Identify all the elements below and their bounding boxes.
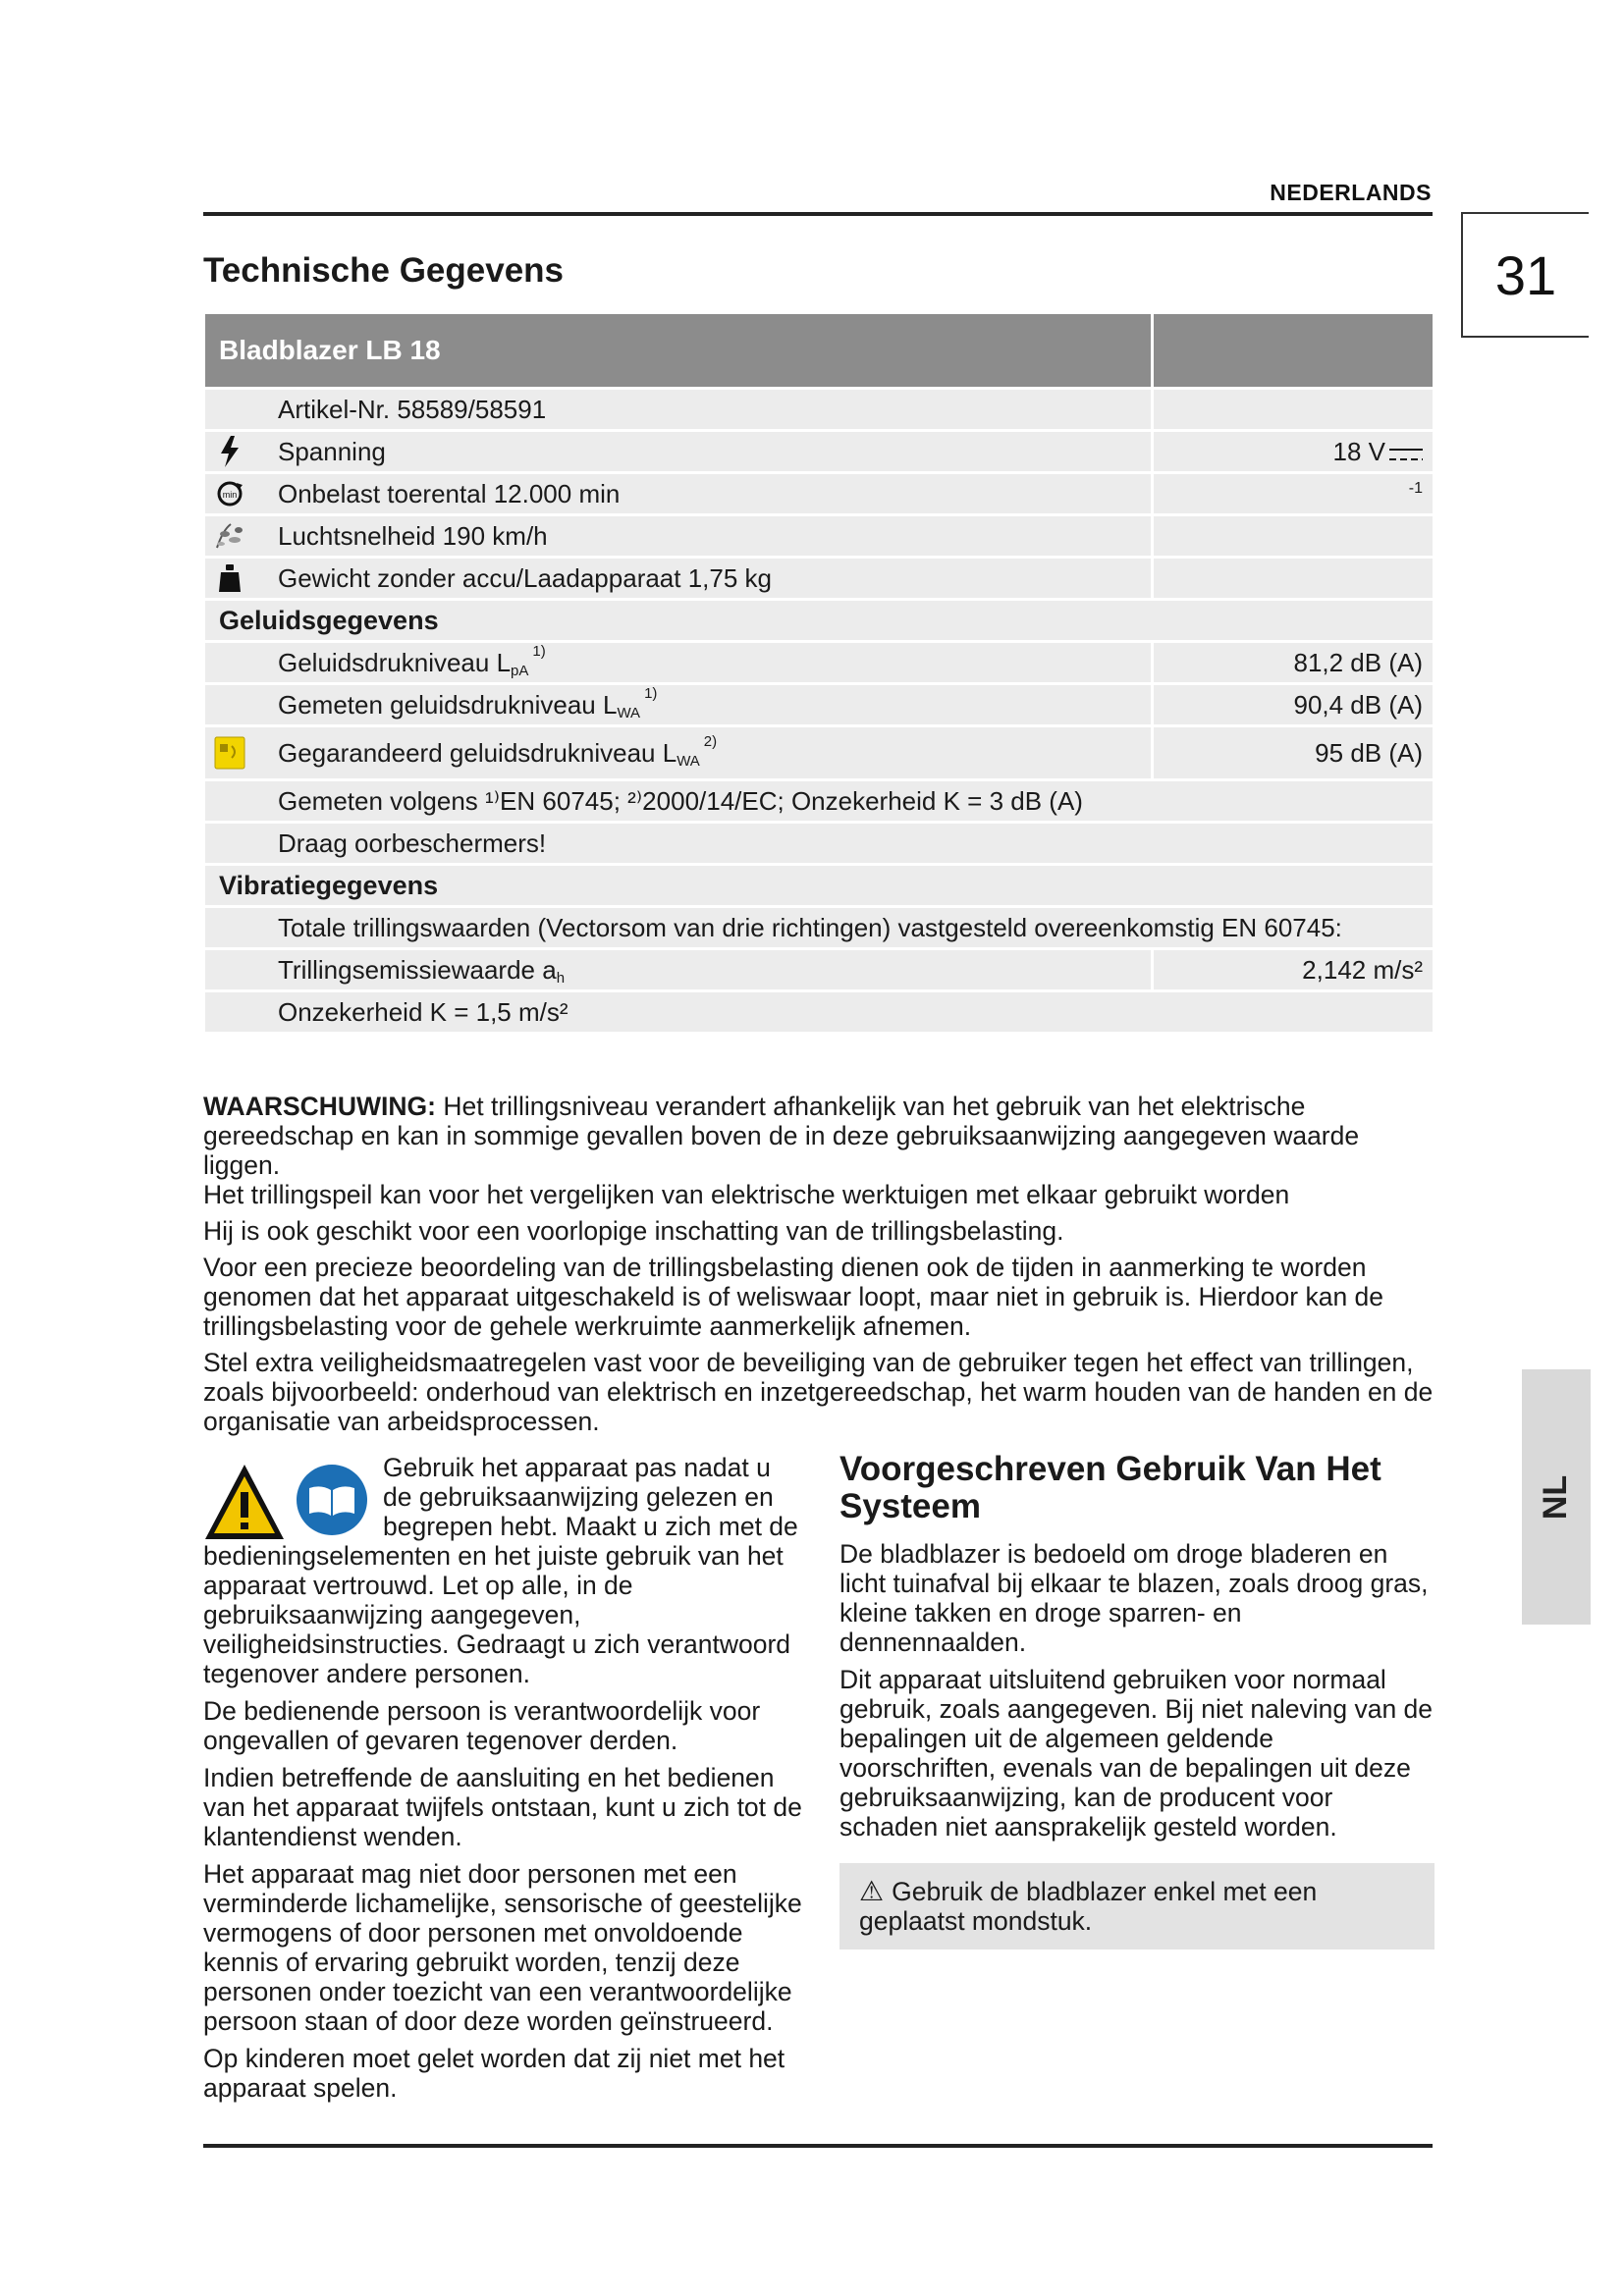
noise-label-icon xyxy=(205,727,254,778)
vibration-heading: Vibratiegegevens xyxy=(219,870,439,900)
warning-small-icon: ⚠ xyxy=(859,1876,885,1906)
warning-text-4: Stel extra veiligheidsmaatregelen vast voor de beveiliging van de gebruiker tegen het effect van trillingen, zoals bijvoorbeeld: onderhoud van elektrisch en inzetgereedschap, het warm houden van de handen en de organisatie van arbeidsprocessen. xyxy=(203,1348,1434,1436)
measured-according: Gemeten volgens ¹⁾EN 60745; ²⁾2000/14/EC; Onzekerheid K = 3 dB (A) xyxy=(278,785,1083,816)
leaves-icon xyxy=(205,516,254,556)
noise-heading: Geluidsgegevens xyxy=(219,605,439,635)
top-rule xyxy=(203,212,1433,216)
ear-protection-note: Draag oorbeschermers! xyxy=(278,828,547,858)
language-side-tab xyxy=(1522,1369,1591,1625)
vibration-emission-value: 2,142 m/s² xyxy=(1302,954,1423,985)
intended-use-heading: Voorgeschreven Gebruik Van Het Systeem xyxy=(839,1450,1381,1525)
spec-row xyxy=(205,474,1433,513)
spec-value-exponent: -1 xyxy=(1408,480,1423,497)
page-number: 31 xyxy=(1461,212,1589,338)
spec-label: Gewicht zonder accu/Laadapparaat 1,75 kg xyxy=(254,559,1154,598)
side-tab-label: NL xyxy=(1537,1474,1575,1520)
warning-text-b: Het trillingspeil kan voor het vergelijken van elektrische werktuigen met elkaar gebruikt worden xyxy=(203,1180,1290,1209)
spec-row xyxy=(205,559,1433,598)
nozzle-note-text: Gebruik de bladblazer enkel met een geplaatst mondstuk. xyxy=(859,1877,1318,1936)
usage-children: Op kinderen moet gelet worden dat zij niet met het apparaat spelen. xyxy=(203,2044,785,2103)
warning-label: WAARSCHUWING: xyxy=(203,1092,436,1121)
spec-table-header xyxy=(205,314,1433,387)
vibration-total: Totale trillingswaarden (Vectorsom van drie richtingen) vastgesteld overeenkomstig EN 60745: xyxy=(278,912,1342,942)
spec-table xyxy=(205,314,1433,1032)
spec-row xyxy=(205,516,1433,556)
usage-responsibility: De bedienende persoon is verantwoordelijk voor ongevallen of gevaren tegenover derden. xyxy=(203,1696,761,1755)
spec-label: Artikel-Nr. 58589/58591 xyxy=(254,390,1154,429)
spec-row xyxy=(205,824,1433,863)
usage-intro: Gebruik het apparaat pas nadat u de gebruiksaanwijzing gelezen en begrepen hebt. Maakt u zich met de bedieningselementen en het juiste gebruik van het apparaat vertrouwd. Let op alle, in de gebruiksaanwijzing aangegeven, veiligheidsinstructies. Gedraagt u zich verantwoord tegenover andere personen. xyxy=(203,1453,798,1688)
vibration-uncertainty: Onzekerheid K = 1,5 m/s² xyxy=(278,996,568,1027)
spec-value: 18 V xyxy=(1332,436,1385,466)
noise-row: Geluidsdrukniveau L pA 1) 81,2 dB (A) xyxy=(205,643,1433,682)
spec-row xyxy=(205,781,1433,821)
usage-restrictions: Het apparaat mag niet door personen met een verminderde lichamelijke, sensorische of geestelijke vermogens of door personen met onvoldoende kennis of ervaring gebruikt worden, tenzij deze personen onder toezicht van een verantwoordelijke persoon staan of door deze worden geïnstrueerd. xyxy=(203,1859,802,2036)
weight-icon xyxy=(205,559,254,598)
noise-row: Gemeten geluidsdrukniveau L WA 1) 90,4 dB (A) xyxy=(205,685,1433,724)
noise-value: 95 dB (A) xyxy=(1315,737,1423,768)
usage-doubts: Indien betreffende de aansluiting en het bedienen van het apparaat twijfels ontstaan, kunt u zich tot de klantendienst wenden. xyxy=(203,1763,802,1851)
intended-use-text: De bladblazer is bedoeld om droge bladeren en licht tuinafval bij elkaar te blazen, zoals droog gras, kleine takken en droge sparren- en dennennaalden. xyxy=(839,1539,1429,1657)
warning-text-3: Voor een precieze beoordeling van de trillingsbelasting dienen ook de tijden in aanmerking te worden genomen dat het apparaat uitgeschakeld is of weliswaar loopt, maar niet in gebruik is. Hierdoor kan de trillingsbelasting voor de gehele werkruimte aanmerkelijk afnemen. xyxy=(203,1253,1384,1341)
warning-text-2: Hij is ook geschikt voor een voorlopige inschatting van de trillingsbelasting. xyxy=(203,1216,1064,1246)
spec-row xyxy=(205,390,1433,429)
spec-label: Luchtsnelheid 190 km/h xyxy=(254,516,1154,556)
spec-row: Trillingsemissiewaarde a h 2,142 m/s² xyxy=(205,950,1433,989)
noise-row: Gegarandeerd geluidsdrukniveau L WA 2) 95 dB (A) xyxy=(205,727,1433,778)
nozzle-note xyxy=(839,1863,1435,1949)
noise-value: 90,4 dB (A) xyxy=(1293,689,1423,720)
spec-table-heading: Bladblazer LB 18 xyxy=(205,314,1154,387)
intended-use-text-2: Dit apparaat uitsluitend gebruiken voor normaal gebruik, zoals aangegeven. Bij niet naleving van de bepalingen uit de algemeen geldende voorschriften, evenals van de bepalingen uit deze gebruiksaanwijzing, kan de producent voor schaden niet aansprakelijk gesteld worden. xyxy=(839,1665,1434,1842)
vibration-section-row xyxy=(205,866,1433,905)
svg-text:min: min xyxy=(222,490,238,500)
spec-label: Spanning xyxy=(254,432,1154,471)
dc-symbol-icon xyxy=(1389,449,1423,466)
spec-label: Onbelast toerental 12.000 min xyxy=(254,474,1154,513)
section-title: Technische Gegevens xyxy=(203,251,565,290)
spec-row xyxy=(205,908,1433,947)
warning-block xyxy=(203,1092,1440,1443)
noise-value: 81,2 dB (A) xyxy=(1293,647,1423,677)
lightning-icon xyxy=(205,432,254,471)
spec-row xyxy=(205,992,1433,1032)
right-column xyxy=(839,1451,1435,1949)
rpm-icon xyxy=(205,474,254,513)
left-column xyxy=(203,1453,804,2110)
spec-row xyxy=(205,432,1433,471)
warning-text: Het trillingsniveau verandert afhankelijk van het gebruik van het elektrische gereedschap en kan in sommige gevallen boven de in deze gebruiksaanwijzing aangegeven waarde liggen. xyxy=(203,1092,1360,1180)
bottom-rule xyxy=(203,2144,1433,2148)
language-label: NEDERLANDS xyxy=(1270,180,1432,205)
noise-section-row xyxy=(205,601,1433,640)
